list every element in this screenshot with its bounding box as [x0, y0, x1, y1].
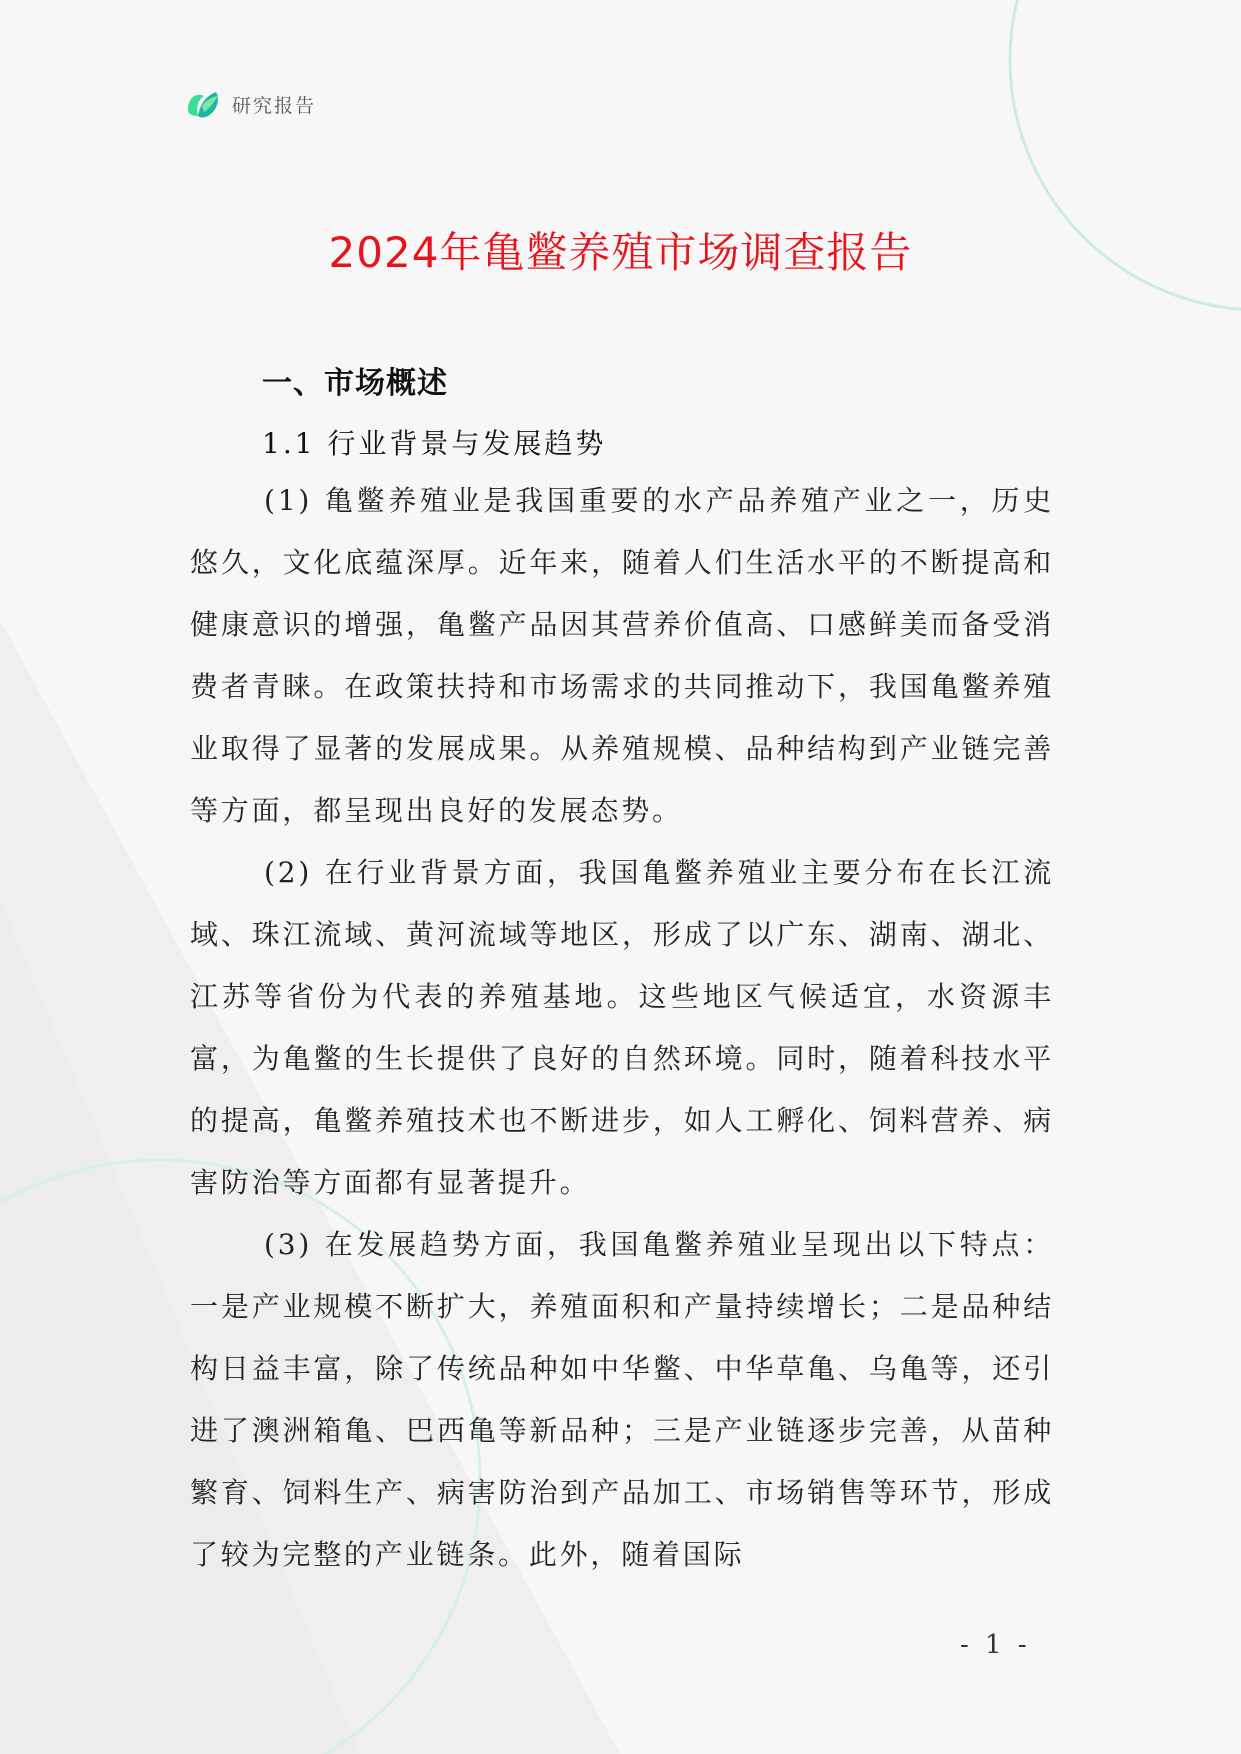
paragraph: (1) 亀鳖养殖业是我国重要的水产品养殖产业之一，历史悠久，文化底蕴深厚。近年来，随着人们生活水平的不断提高和健康意识的增强，亀鳖产品因其营养价值高、口感鲜美而备受消费者青睐。在政策扶持和市场需求的共同推动下，我国亀鳖养殖业取得了显著的发展成果。从养殖规模、品种结构到产业链完善等方面，都呈现出良好的发展态势。	[190, 484, 1054, 827]
subsection-heading: 1.1 行业背景与发展趋势	[262, 427, 607, 460]
document-title: 2024年亀鳖养殖市场调查报告	[328, 228, 913, 277]
page-number: - 1 -	[960, 1630, 1031, 1660]
body-text	[190, 470, 1054, 1586]
section-heading: 一、市场概述	[262, 366, 448, 401]
paragraph: (2) 在行业背景方面，我国亀鳖养殖业主要分布在长江流域、珠江流域、黄河流域等地区，形成了以广东、湖南、湖北、江苏等省份为代表的养殖基地。这些地区气候适宜，水资源丰富，为亀鳖的生长提供了良好的自然环境。同时，随着科技水平的提高，亀鳖养殖技术也不断进步，如人工孵化、饲料营养、病害防治等方面都有显著提升。	[190, 856, 1054, 1199]
leaf-logo-icon	[186, 88, 222, 120]
paragraph: (3) 在发展趋势方面，我国亀鳖养殖业呈现出以下特点：一是产业规模不断扩大，养殖面积和产量持续增长；二是品种结构日益丰富，除了传统品种如中华鳖、中华草亀、乌亀等，还引进了澳洲箱亀、巴西亀等新品种；三是产业链逐步完善，从苗种繁育、饲料生产、病害防治到产品加工、市场销售等环节，形成了较为完整的产业链条。此外，随着国际	[190, 1228, 1054, 1571]
brand-label: 研究报告	[232, 94, 317, 117]
brand-header	[186, 88, 316, 120]
